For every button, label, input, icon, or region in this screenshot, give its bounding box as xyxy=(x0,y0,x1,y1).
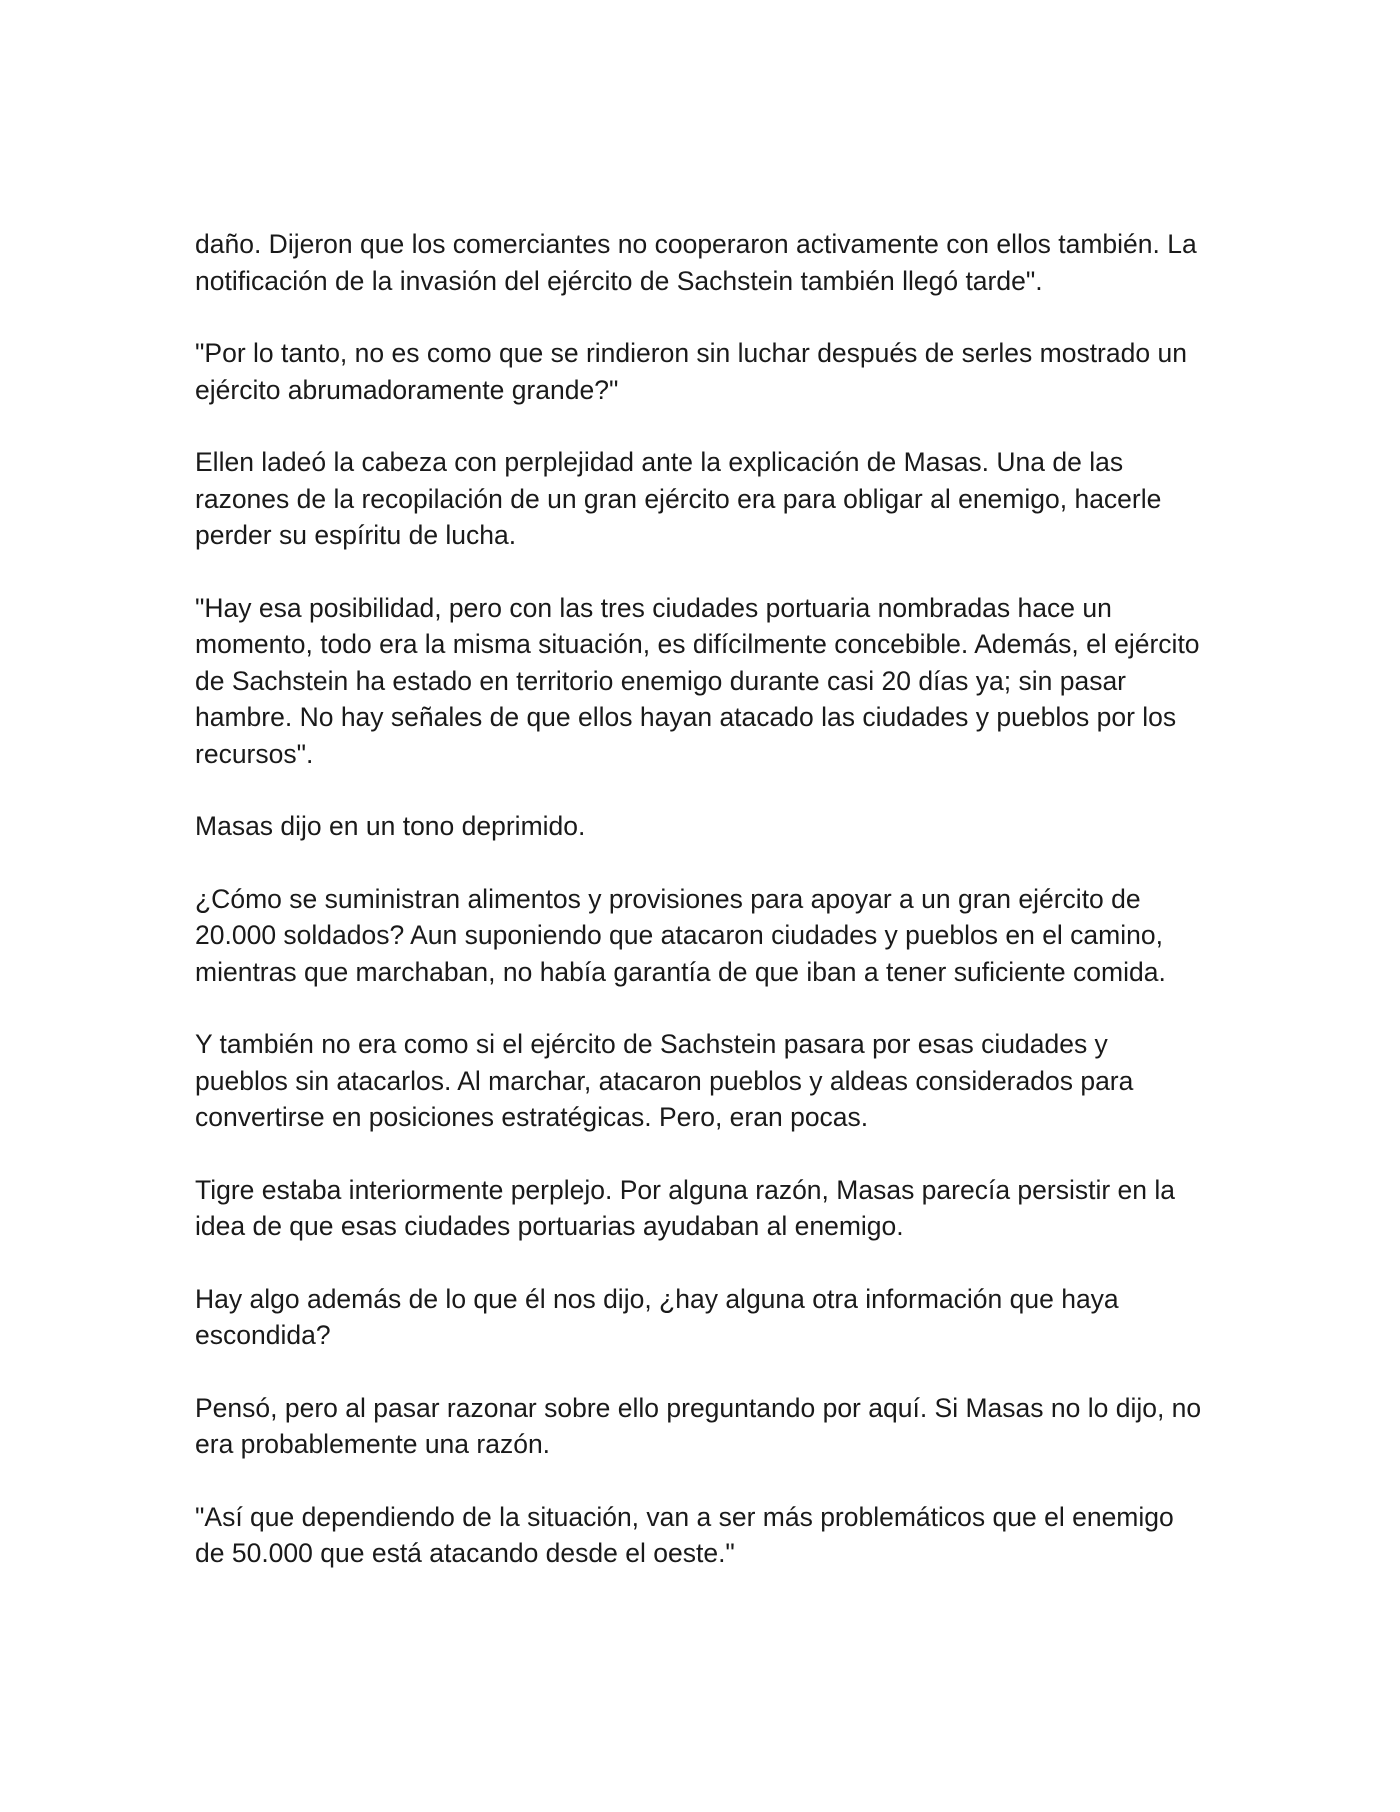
document-body xyxy=(195,226,1205,1572)
paragraph: "Por lo tanto, no es como que se rindieron sin luchar después de serles mostrado un ejército abrumadoramente grande?" xyxy=(195,338,1187,405)
paragraph: Masas dijo en un tono deprimido. xyxy=(195,811,586,841)
paragraph: ¿Cómo se suministran alimentos y provisiones para apoyar a un gran ejército de 20.000 soldados? Aun suponiendo que atacaron ciudades y pueblos en el camino, mientras que marchaban, no había garantía de que iban a tener suficiente comida. xyxy=(195,883,1166,987)
paragraph: Hay algo además de lo que él nos dijo, ¿hay alguna otra información que haya escondida? xyxy=(195,1283,1119,1350)
paragraph: Tigre estaba interiormente perplejo. Por alguna razón, Masas parecía persistir en la idea de que esas ciudades portuarias ayudaban al enemigo. xyxy=(195,1174,1176,1241)
paragraph: Y también no era como si el ejército de Sachstein pasara por esas ciudades y pueblos sin atacarlos. Al marchar, atacaron pueblos y aldeas considerados para convertirse en posiciones estratégicas. Pero, eran pocas. xyxy=(195,1029,1134,1132)
paragraph: daño. Dijeron que los comerciantes no cooperaron activamente con ellos también. La notificación de la invasión del ejército de Sachstein también llegó tarde". xyxy=(195,229,1197,296)
paragraph: "Así que dependiendo de la situación, van a ser más problemáticos que el enemigo de 50.000 que está atacando desde el oeste." xyxy=(195,1501,1174,1568)
paragraph: Pensó, pero al pasar razonar sobre ello preguntando por aquí. Si Masas no lo dijo, no era probablemente una razón. xyxy=(195,1392,1202,1459)
paragraph: Ellen ladeó la cabeza con perplejidad ante la explicación de Masas. Una de las razones de la recopilación de un gran ejército era para obligar al enemigo, hacerle perder su espíritu de lucha. xyxy=(195,447,1162,550)
paragraph: "Hay esa posibilidad, pero con las tres ciudades portuaria nombradas hace un momento, todo era la misma situación, es difícilmente concebible. Además, el ejército de Sachstein ha estado en territorio enemigo durante casi 20 días ya; sin pasar hambre. No hay señales de que ellos hayan atacado las ciudades y pueblos por los recursos". xyxy=(195,592,1200,769)
